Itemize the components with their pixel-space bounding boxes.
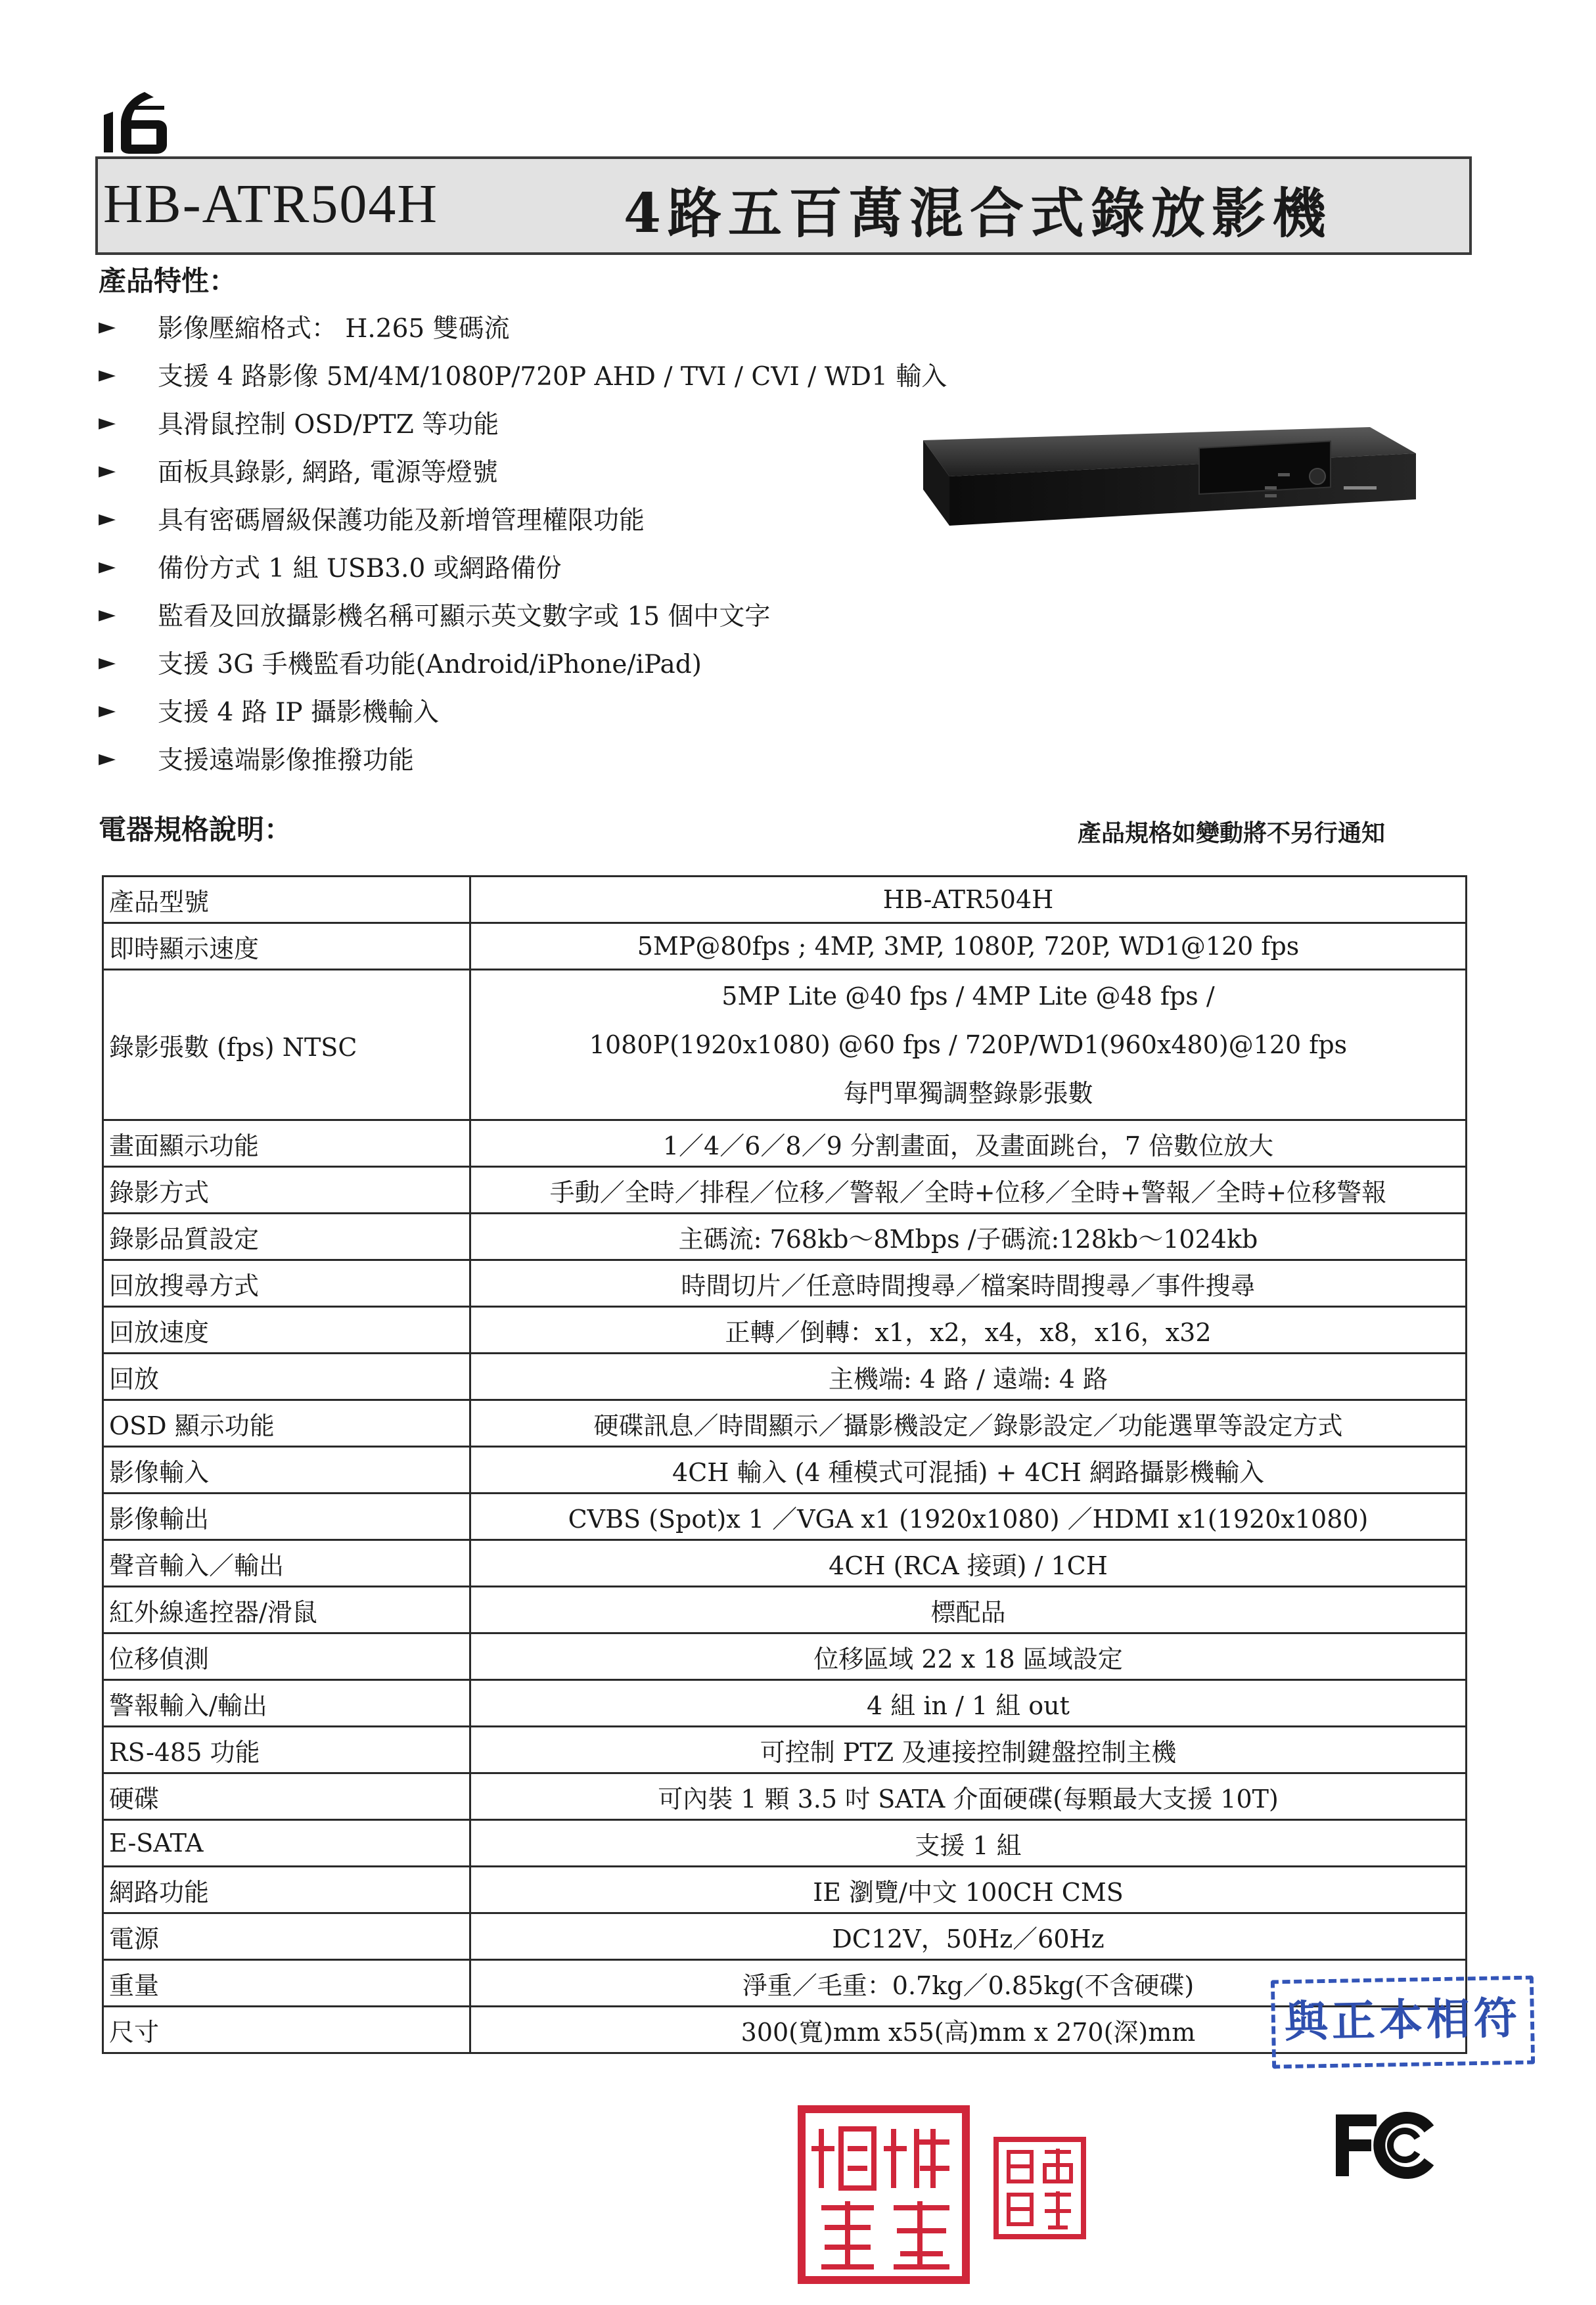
feature-item xyxy=(99,350,1084,398)
spec-label: RS-485 功能 xyxy=(103,1727,470,1773)
feature-text: 支援 4 路 IP 攝影機輸入 xyxy=(158,697,440,727)
feature-text: 支援遠端影像推撥功能 xyxy=(158,745,415,775)
spec-label: 回放 xyxy=(103,1354,470,1400)
table-row xyxy=(103,970,1467,1120)
table-row xyxy=(103,1120,1467,1167)
feature-item xyxy=(99,638,1084,686)
spec-value: 4CH (RCA 接頭) / 1CH xyxy=(470,1540,1467,1587)
certified-copy-stamp: 與正本相符 xyxy=(1271,1976,1535,2069)
bullet-icon: ► xyxy=(99,409,116,436)
feature-text: 支援 4 路影像 5M/4M/1080P/720P AHD / TVI / CVI / WD1 輸入 xyxy=(158,361,947,392)
personal-seal xyxy=(992,2135,1087,2241)
spec-value-line: 每門單獨調整錄影張數 xyxy=(843,1079,1093,1108)
spec-value: 標配品 xyxy=(470,1587,1467,1633)
feature-text: 備份方式 1 組 USB3.0 或網路備份 xyxy=(158,553,562,583)
table-row xyxy=(103,1260,1467,1307)
bullet-icon: ► xyxy=(99,457,116,484)
table-row xyxy=(103,1727,1467,1773)
bullet-icon: ► xyxy=(99,601,116,628)
spec-label: 回放搜尋方式 xyxy=(103,1260,470,1307)
bullet-icon: ► xyxy=(99,696,116,723)
spec-value: 硬碟訊息／時間顯示／攝影機設定／錄影設定／功能選單等設定方式 xyxy=(470,1400,1467,1447)
spec-label: 聲音輸入／輸出 xyxy=(103,1540,470,1587)
table-row xyxy=(103,923,1467,970)
feature-text: 具有密碼層級保護功能及新增管理權限功能 xyxy=(158,505,645,536)
spec-label: 警報輸入/輸出 xyxy=(103,1680,470,1727)
spec-value: 正轉／倒轉：x1，x2，x4，x8，x16，x32 xyxy=(470,1307,1467,1354)
spec-value xyxy=(470,970,1467,1120)
features-heading: 產品特性： xyxy=(99,265,237,297)
spec-value-line: 5MP Lite @40 fps / 4MP Lite @48 fps / xyxy=(721,982,1215,1011)
spec-label: 影像輸出 xyxy=(103,1494,470,1540)
spec-value: 位移區域 22 x 18 區域設定 xyxy=(470,1633,1467,1680)
bullet-icon: ► xyxy=(99,744,116,771)
feature-item xyxy=(99,734,1084,782)
table-row xyxy=(103,1214,1467,1260)
spec-label: 重量 xyxy=(103,1960,470,2007)
table-row xyxy=(103,1587,1467,1633)
feature-text: 監看及回放攝影機名稱可顯示英文數字或 15 個中文字 xyxy=(158,601,771,631)
spec-value: 手動／全時／排程／位移／警報／全時+位移／全時+警報／全時+位移警報 xyxy=(470,1167,1467,1214)
spec-value: 1／4／6／8／9 分割畫面，及畫面跳台，7 倍數位放大 xyxy=(470,1120,1467,1167)
bullet-icon: ► xyxy=(99,649,116,675)
spec-label: 位移偵測 xyxy=(103,1633,470,1680)
spec-label: 硬碟 xyxy=(103,1773,470,1820)
spec-value: DC12V，50Hz／60Hz xyxy=(470,1913,1467,1960)
feature-text: 影像壓縮格式： H.265 雙碼流 xyxy=(158,313,510,344)
spec-label: E-SATA xyxy=(103,1820,470,1867)
spec-value: 可內裝 1 顆 3.5 吋 SATA 介面硬碟(每顆最大支援 10T) xyxy=(470,1773,1467,1820)
table-row xyxy=(103,1680,1467,1727)
spec-notice: 產品規格如變動將不另行通知 xyxy=(1078,819,1386,847)
spec-value-line: 1080P(1920x1080) @60 fps / 720P/WD1(960x480)@120 fps xyxy=(589,1030,1348,1059)
spec-value: 4 組 in / 1 組 out xyxy=(470,1680,1467,1727)
table-row xyxy=(103,1773,1467,1820)
spec-label: 產品型號 xyxy=(103,877,470,923)
table-row xyxy=(103,1354,1467,1400)
feature-item xyxy=(99,686,1084,734)
spec-label: 錄影張數 (fps) NTSC xyxy=(103,970,470,1120)
spec-label: 即時顯示速度 xyxy=(103,923,470,970)
table-row xyxy=(103,1494,1467,1540)
bullet-icon: ► xyxy=(99,505,116,532)
spec-value: 5MP@80fps ; 4MP, 3MP, 1080P, 720P, WD1@120 fps xyxy=(470,923,1467,970)
spec-value: 支援 1 組 xyxy=(470,1820,1467,1867)
table-row xyxy=(103,877,1467,923)
company-logo xyxy=(99,85,177,158)
company-seal xyxy=(795,2103,972,2287)
spec-value: HB-ATR504H xyxy=(470,877,1467,923)
feature-item xyxy=(99,590,1084,638)
spec-value: 主碼流: 768kb～8Mbps /子碼流:128kb～1024kb xyxy=(470,1214,1467,1260)
dvr-product-image xyxy=(910,414,1423,585)
table-row xyxy=(103,1400,1467,1447)
feature-text: 支援 3G 手機監看功能(Android/iPhone/iPad) xyxy=(158,649,702,679)
spec-value: 淨重／毛重：0.7kg／0.85kg(不含硬碟) xyxy=(470,1960,1467,2007)
spec-label: 紅外線遙控器/滑鼠 xyxy=(103,1587,470,1633)
table-row xyxy=(103,1913,1467,1960)
bullet-icon: ► xyxy=(99,553,116,580)
spec-label: 畫面顯示功能 xyxy=(103,1120,470,1167)
product-name: 4路五百萬混合式錄放影機 xyxy=(624,182,1333,245)
spec-value: IE 瀏覽/中文 100CH CMS xyxy=(470,1867,1467,1913)
spec-label: 影像輸入 xyxy=(103,1447,470,1494)
table-row xyxy=(103,1820,1467,1867)
spec-label: 錄影品質設定 xyxy=(103,1214,470,1260)
spec-label: 網路功能 xyxy=(103,1867,470,1913)
spec-value: 主機端: 4 路 / 遠端: 4 路 xyxy=(470,1354,1467,1400)
model-code: HB-ATR504H xyxy=(103,173,439,235)
spec-table xyxy=(102,875,1467,2054)
feature-text: 具滑鼠控制 OSD/PTZ 等功能 xyxy=(158,409,499,440)
table-row xyxy=(103,1960,1467,2007)
spec-value: 4CH 輸入 (4 種模式可混插) + 4CH 網路攝影機輸入 xyxy=(470,1447,1467,1494)
fcc-logo xyxy=(1331,2109,1436,2181)
feature-text: 面板具錄影, 網路, 電源等燈號 xyxy=(158,457,498,488)
spec-label: 尺寸 xyxy=(103,2007,470,2053)
table-row xyxy=(103,1867,1467,1913)
spec-label: 電源 xyxy=(103,1913,470,1960)
table-row xyxy=(103,1167,1467,1214)
feature-item xyxy=(99,302,1084,350)
title-bar xyxy=(95,156,1472,255)
table-row xyxy=(103,1447,1467,1494)
table-row xyxy=(103,1307,1467,1354)
bullet-icon: ► xyxy=(99,313,116,340)
spec-value: CVBS (Spot)x 1 ／VGA x1 (1920x1080) ／HDMI x1(1920x1080) xyxy=(470,1494,1467,1540)
bullet-icon: ► xyxy=(99,361,116,388)
spec-label: 回放速度 xyxy=(103,1307,470,1354)
table-row xyxy=(103,1540,1467,1587)
table-row xyxy=(103,1633,1467,1680)
spec-value: 可控制 PTZ 及連接控制鍵盤控制主機 xyxy=(470,1727,1467,1773)
spec-heading: 電器規格說明： xyxy=(99,813,292,846)
spec-value: 300(寬)mm x55(高)mm x 270(深)mm xyxy=(470,2007,1467,2053)
spec-value: 時間切片／任意時間搜尋／檔案時間搜尋／事件搜尋 xyxy=(470,1260,1467,1307)
spec-label: 錄影方式 xyxy=(103,1167,470,1214)
spec-label: OSD 顯示功能 xyxy=(103,1400,470,1447)
table-row xyxy=(103,2007,1467,2053)
